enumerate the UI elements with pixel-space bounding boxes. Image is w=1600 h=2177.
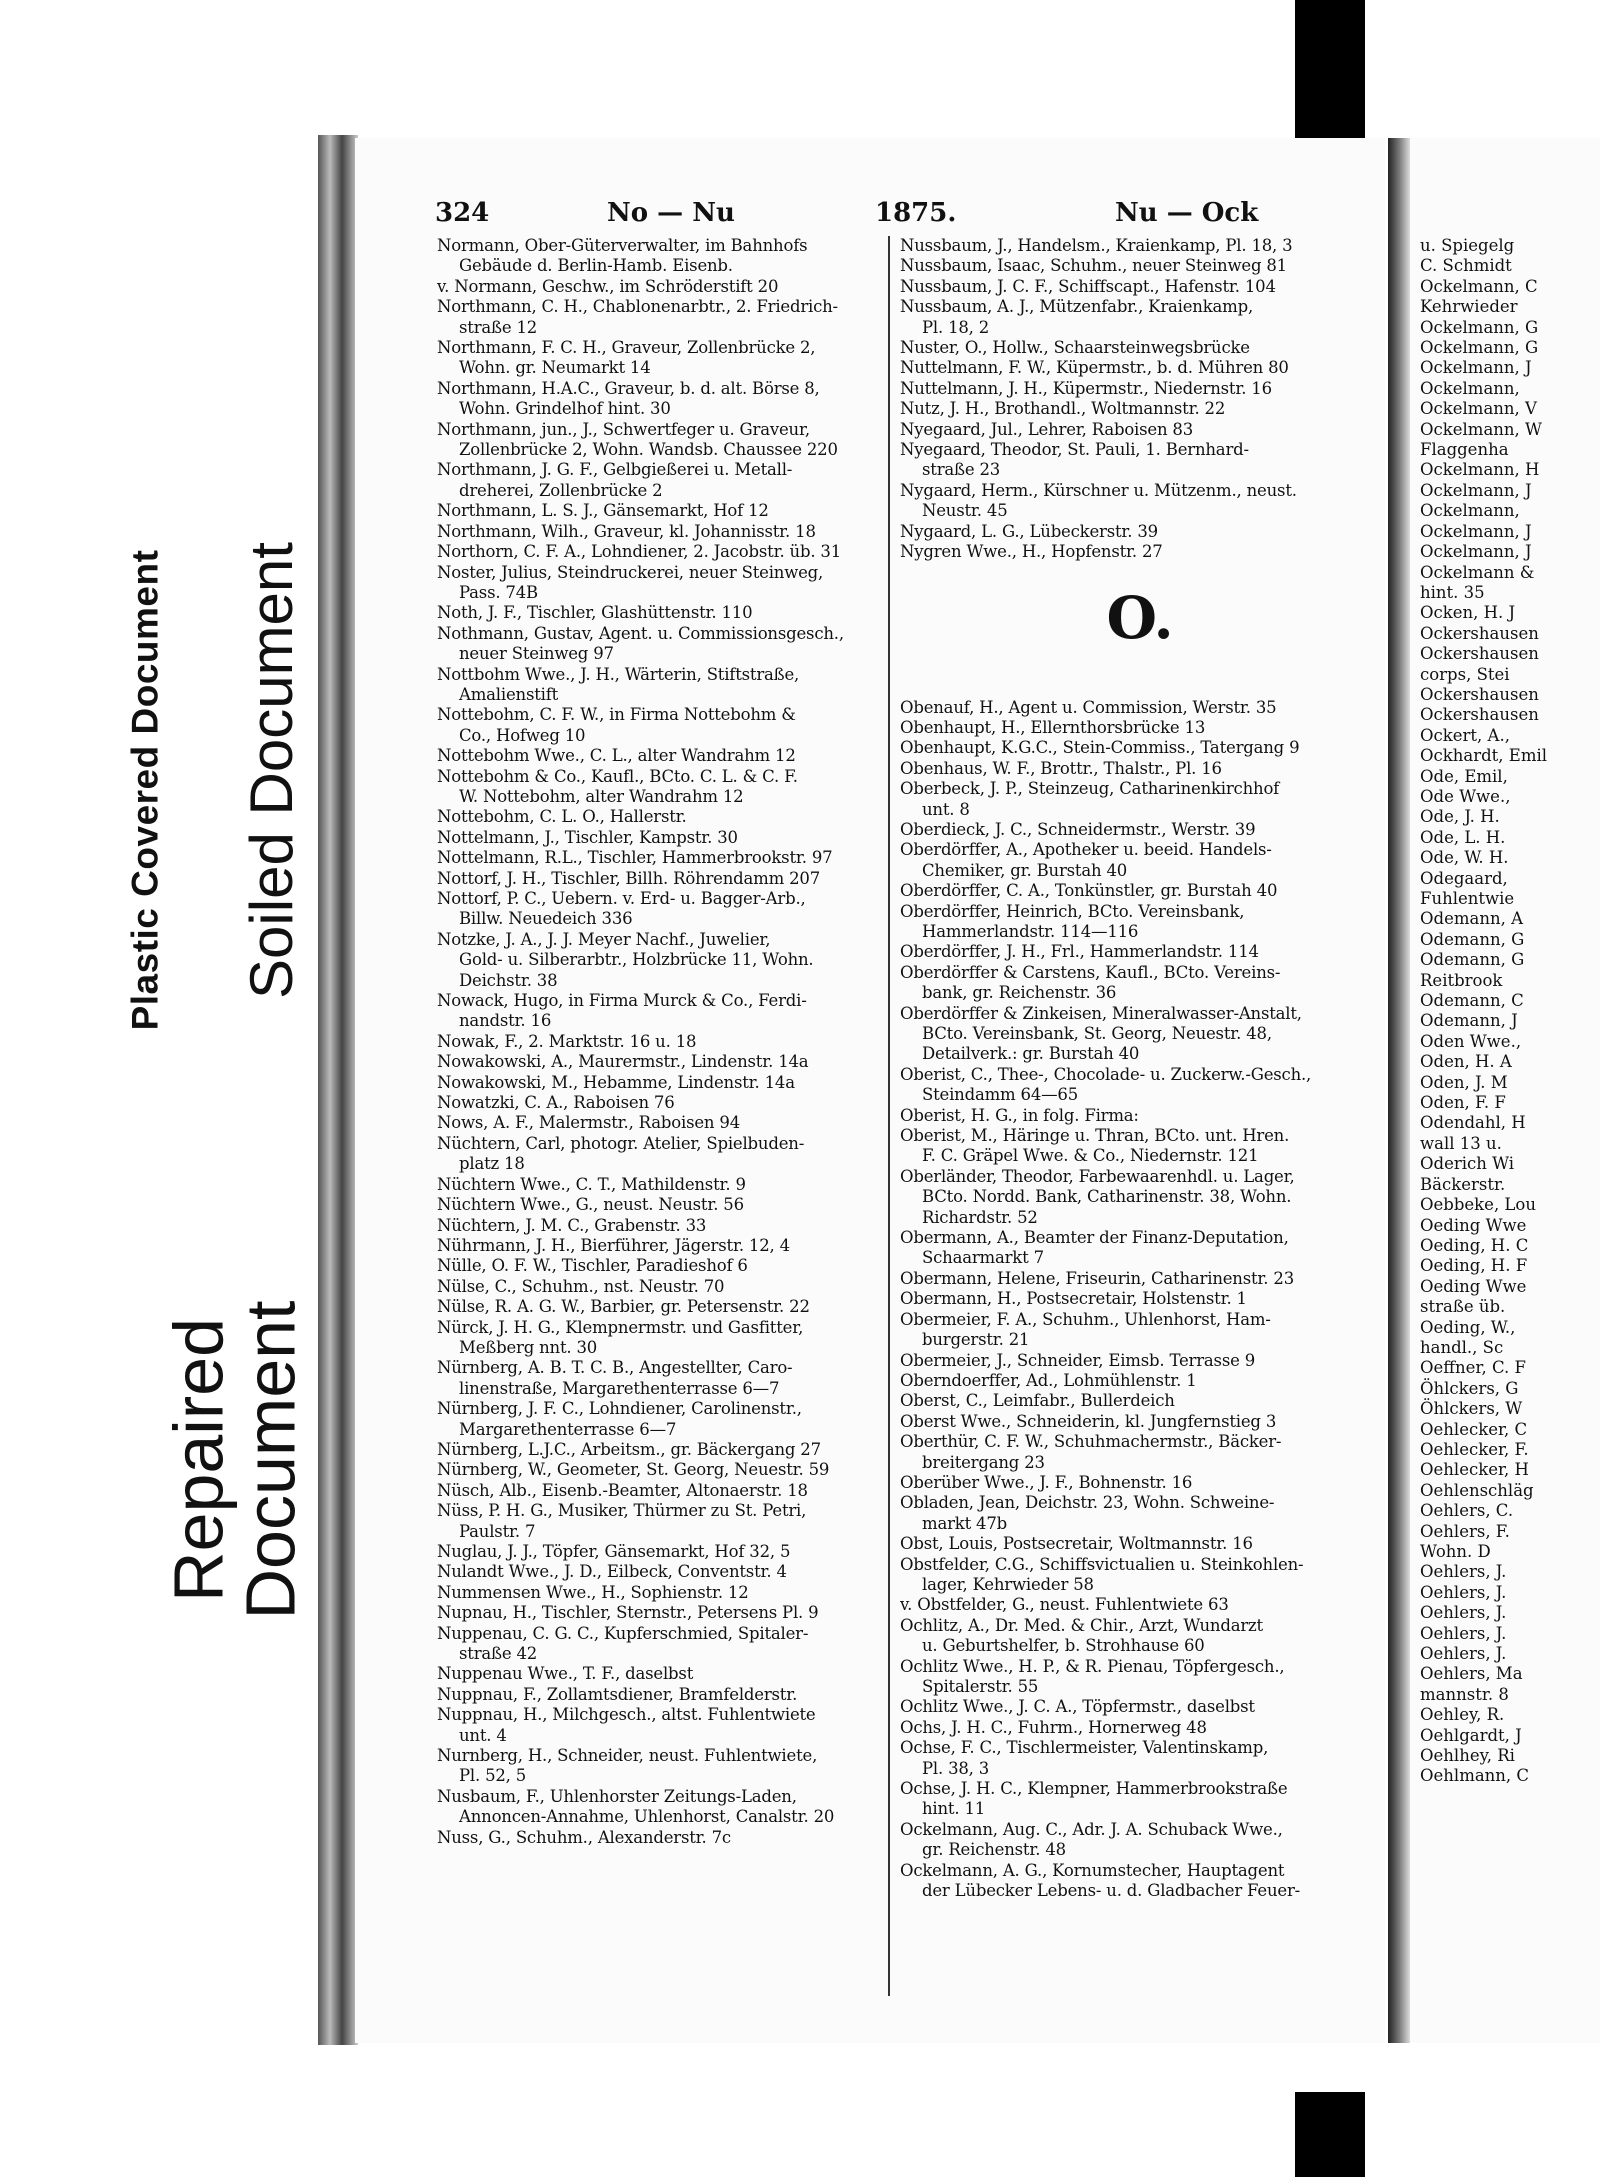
directory-entry: Öhlckers, G <box>1420 1378 1519 1398</box>
directory-entry: Oebbeke, Lou <box>1420 1195 1536 1215</box>
directory-entry: Ockelmann, A. G., Kornumstecher, Hauptagent <box>900 1860 1285 1880</box>
directory-entry: Ockershausen <box>1420 623 1539 643</box>
directory-entry: Nutz, J. H., Brothandl., Woltmannstr. 22 <box>900 399 1226 419</box>
directory-entry: Oehlecker, F. <box>1420 1439 1529 1459</box>
directory-entry: Oden, F. F <box>1420 1093 1506 1113</box>
directory-entry: Ochse, F. C., Tischlermeister, Valentinskamp, <box>900 1738 1269 1758</box>
directory-entry: Ochse, J. H. C., Klempner, Hammerbrookstraße <box>900 1779 1288 1799</box>
directory-entry: gr. Reichenstr. 48 <box>922 1840 1066 1860</box>
directory-entry: Oberndoerffer, Ad., Lohmühlenstr. 1 <box>900 1370 1197 1390</box>
plastic-covered-text: Plastic Covered Document <box>124 549 165 1031</box>
directory-entry: Normann, Ober-Güterverwalter, im Bahnhofs <box>437 236 808 255</box>
directory-entry: Nows, A. F., Malermstr., Raboisen 94 <box>437 1113 740 1133</box>
directory-entry: Oberist, C., Thee-, Chocolade- u. Zuckerw.-Gesch., <box>900 1064 1312 1084</box>
directory-entry: Nuster, O., Hollw., Schaarsteinwegsbrücke <box>900 338 1250 358</box>
directory-entry: Ockelmann, Aug. C., Adr. J. A. Schuback Wwe., <box>900 1819 1283 1839</box>
directory-entry: Nothmann, Gustav, Agent. u. Commissionsgesch., <box>437 623 844 643</box>
directory-entry: Nüchtern, J. M. C., Grabenstr. 33 <box>437 1215 707 1235</box>
directory-entry: Noth, J. F., Tischler, Glashüttenstr. 110 <box>437 603 753 623</box>
directory-entry: Ockelmann, <box>1420 378 1520 398</box>
directory-entry: Nührmann, J. H., Bierführer, Jägerstr. 12, 4 <box>437 1235 790 1255</box>
directory-entry: Nottbohm Wwe., J. H., Wärterin, Stiftstraße, <box>437 664 800 684</box>
directory-entry: Ockhardt, Emil <box>1420 746 1548 766</box>
directory-entry: Nowakowski, M., Hebamme, Lindenstr. 14a <box>437 1072 795 1092</box>
directory-entry: Nottorf, J. H., Tischler, Billh. Röhrendamm 207 <box>437 868 820 888</box>
directory-entry: Oberbeck, J. P., Steinzeug, Catharinenkirchhof <box>900 779 1280 799</box>
directory-entry: Nyegaard, Jul., Lehrer, Raboisen 83 <box>900 419 1194 439</box>
directory-entry: Ode, Emil, <box>1420 766 1508 786</box>
directory-entry: Flaggenha <box>1420 440 1509 460</box>
directory-entry: Oehlhey, Ri <box>1420 1746 1515 1766</box>
directory-entry: Wohn. D <box>1420 1542 1491 1561</box>
left-column <box>437 236 877 1848</box>
directory-entry: Oberst, C., Leimfabr., Bullerdeich <box>900 1391 1175 1411</box>
directory-entry: Pl. 38, 3 <box>922 1758 990 1778</box>
directory-entry: Ode, J. H. <box>1420 807 1500 827</box>
directory-entry: Nüchtern Wwe., C. T., Mathildenstr. 9 <box>437 1174 746 1194</box>
directory-entry: Ockershausen <box>1420 644 1539 664</box>
directory-entry: Obstfelder, C.G., Schiffsvictualien u. Steinkohlen- <box>900 1554 1304 1574</box>
repaired-line-1: Repaired <box>160 1317 239 1603</box>
directory-entry: hint. 35 <box>1420 582 1485 602</box>
directory-entry: Ockelmann, <box>1420 501 1520 521</box>
directory-entry: Nülse, C., Schuhm., nst. Neustr. 70 <box>437 1276 725 1296</box>
directory-entry: v. Obstfelder, G., neust. Fuhlentwiete 63 <box>900 1595 1229 1615</box>
directory-entry: Nottelmann, R.L., Tischler, Hammerbrookstr. 97 <box>437 848 833 868</box>
facing-page <box>1410 138 1600 2043</box>
directory-entry: Oberdörffer, A., Apotheker u. beeid. Handels- <box>900 840 1272 860</box>
directory-entry: Nürnberg, W., Geometer, St. Georg, Neuestr. 59 <box>437 1460 830 1480</box>
directory-entry: Nürnberg, J. F. C., Lohndiener, Carolinenstr., <box>437 1399 802 1419</box>
directory-entry: Oehlers, Ma <box>1420 1664 1523 1684</box>
directory-entry: Northorn, C. F. A., Lohndiener, 2. Jacobstr. üb. 31 <box>437 542 842 562</box>
directory-entry: Nussbaum, Isaac, Schuhm., neuer Steinweg 81 <box>900 256 1287 276</box>
directory-entry: Ockershausen <box>1420 705 1539 725</box>
directory-entry: Oehlers, J. <box>1420 1562 1507 1582</box>
right-column <box>900 236 1380 1901</box>
directory-entry: Detailverk.: gr. Burstah 40 <box>922 1044 1140 1064</box>
directory-entry: Nowakowski, A., Maurermstr., Lindenstr. 14a <box>437 1052 809 1072</box>
directory-entry: Ockelmann, G <box>1420 317 1539 337</box>
directory-entry: Nüchtern Wwe., G., neust. Neustr. 56 <box>437 1195 744 1215</box>
directory-entry: Nottebohm, C. L. O., Hallerstr. <box>437 807 687 827</box>
directory-entry: mannstr. 8 <box>1420 1684 1509 1704</box>
directory-entry: burgerstr. 21 <box>922 1330 1030 1350</box>
directory-entry: Nuglau, J. J., Töpfer, Gänsemarkt, Hof 32, 5 <box>437 1542 791 1561</box>
directory-entry: Ockelmann, J <box>1420 521 1532 541</box>
running-head <box>435 198 1365 234</box>
directory-entry: Nüchtern, Carl, photogr. Atelier, Spielbuden- <box>437 1133 805 1153</box>
directory-entry: straße 23 <box>922 460 1001 480</box>
directory-entry: lager, Kehrwieder 58 <box>922 1574 1094 1594</box>
directory-entry: Ockelmann, J <box>1420 542 1532 562</box>
directory-entry: Annoncen-Annahme, Uhlenhorst, Canalstr. 20 <box>459 1807 835 1827</box>
directory-entry: Fuhlentwie <box>1420 889 1515 908</box>
directory-entry: Neustr. 45 <box>922 501 1008 521</box>
directory-entry: Spitalerstr. 55 <box>922 1677 1039 1696</box>
page-stack-edge <box>318 135 358 2045</box>
year-heading: 1875. <box>875 198 957 228</box>
directory-entry: Nürnberg, L.J.C., Arbeitsm., gr. Bäckergang 27 <box>437 1439 821 1459</box>
directory-entry: Oehlers, J. <box>1420 1623 1507 1643</box>
directory-entry: unt. 4 <box>459 1725 507 1745</box>
directory-entry: BCto. Vereinsbank, St. Georg, Neuestr. 48, <box>922 1024 1272 1043</box>
directory-entry: W. Nottebohm, alter Wandrahm 12 <box>459 786 744 806</box>
directory-entry: Nyegaard, Theodor, St. Pauli, 1. Bernhard- <box>900 440 1249 460</box>
directory-entry: Northmann, jun., J., Schwertfeger u. Graveur, <box>437 419 810 439</box>
directory-entry: Oeding, W., <box>1420 1317 1516 1337</box>
directory-entry: Nuppenau, C. G. C., Kupferschmied, Spitaler- <box>437 1623 809 1643</box>
directory-entry: platz 18 <box>459 1154 525 1174</box>
directory-entry: hint. 11 <box>922 1799 986 1819</box>
directory-entry: Wohn. Grindelhof hint. 30 <box>459 399 671 419</box>
directory-entry: dreherei, Zollenbrücke 2 <box>459 480 663 500</box>
directory-entry: Nowak, F., 2. Marktstr. 16 u. 18 <box>437 1031 697 1051</box>
directory-entry: Nuss, G., Schuhm., Alexanderstr. 7c <box>437 1827 731 1847</box>
directory-entry: straße 42 <box>459 1644 538 1664</box>
right-column-top <box>900 236 1380 563</box>
directory-entry: Ockelmann & <box>1420 562 1535 582</box>
right-column-bottom <box>900 698 1380 1902</box>
directory-entry: Paulstr. 7 <box>459 1521 536 1541</box>
directory-entry: Oden Wwe., <box>1420 1031 1522 1051</box>
directory-entry: nandstr. 16 <box>459 1011 552 1031</box>
directory-entry: straße üb. <box>1420 1297 1506 1317</box>
directory-entry: Ockelmann, W <box>1420 419 1542 439</box>
directory-entry: Oberdörffer, C. A., Tonkünstler, gr. Burstah 40 <box>900 881 1278 901</box>
directory-entry: Nuppnau, F., Zollamtsdiener, Bramfelderstr. <box>437 1684 798 1704</box>
repaired-text <box>160 1300 311 1620</box>
column-rule <box>888 236 890 1996</box>
directory-entry: Wohn. gr. Neumarkt 14 <box>459 358 651 378</box>
directory-entry: Schaarmarkt 7 <box>922 1248 1044 1268</box>
directory-entry: Oden, J. M <box>1420 1072 1508 1092</box>
directory-entry: Margarethenterrasse 6—7 <box>459 1419 677 1439</box>
directory-entry: Nuppnau, H., Milchgesch., altst. Fuhlentwiete <box>437 1705 816 1725</box>
directory-entry: Northmann, C. H., Chablonenarbtr., 2. Friedrich- <box>437 297 838 317</box>
directory-entry: Oberüber Wwe., J. F., Bohnenstr. 16 <box>900 1472 1193 1492</box>
directory-entry: Oehlecker, H <box>1420 1460 1529 1480</box>
directory-entry: Co., Hofweg 10 <box>459 725 586 745</box>
directory-entry: corps, Stei <box>1420 664 1510 684</box>
directory-entry: Oberthür, C. F. W., Schuhmachermstr., Bäcker- <box>900 1432 1282 1452</box>
directory-entry: Oehlenschläg <box>1420 1480 1534 1500</box>
directory-entry: Oehlers, F. <box>1420 1521 1510 1541</box>
directory-entry: Hammerlandstr. 114—116 <box>922 921 1139 941</box>
directory-entry: Ochlitz, A., Dr. Med. & Chir., Arzt, Wundarzt <box>900 1615 1263 1635</box>
directory-entry: Ode, L. H. <box>1420 827 1506 847</box>
directory-entry: Nussbaum, J., Handelsm., Kraienkamp, Pl. 18, 3 <box>900 236 1293 255</box>
directory-entry: Oehlers, J. <box>1420 1582 1507 1602</box>
directory-entry: Oehlgardt, J <box>1420 1725 1522 1745</box>
directory-entry: Ockelmann, H <box>1420 460 1540 480</box>
soiled-text: Soiled Document <box>237 541 305 999</box>
directory-entry: Obenauf, H., Agent u. Commission, Werstr. 35 <box>900 697 1277 717</box>
directory-entry: Deichstr. 38 <box>459 970 558 990</box>
directory-entry: Ockelmann, G <box>1420 338 1539 358</box>
directory-entry: C. Schmidt <box>1420 256 1512 276</box>
directory-entry: Oderich Wi <box>1420 1154 1515 1174</box>
directory-entry: Oehlers, C. <box>1420 1501 1514 1521</box>
directory-entry: Oehlmann, C <box>1420 1766 1530 1786</box>
directory-entry: Billw. Neuedeich 336 <box>459 909 633 929</box>
directory-entry: Nürck, J. H. G., Klempnermstr. und Gasfitter, <box>437 1317 804 1337</box>
right-range-heading: Nu — Ock <box>1115 198 1259 228</box>
directory-entry: Northmann, H.A.C., Graveur, b. d. alt. Börse 8, <box>437 378 820 398</box>
directory-entry: Ode Wwe., <box>1420 786 1511 806</box>
directory-entry: Oberdörffer, J. H., Frl., Hammerlandstr. 114 <box>900 942 1259 962</box>
directory-entry: unt. 8 <box>922 799 970 819</box>
repaired-line-2: Document <box>232 1300 311 1620</box>
soiled-label <box>222 470 320 1070</box>
directory-entry: Zollenbrücke 2, Wohn. Wandsb. Chaussee 220 <box>459 440 838 460</box>
directory-entry: Odendahl, H <box>1420 1113 1526 1133</box>
directory-entry: Oberst Wwe., Schneiderin, kl. Jungfernstieg 3 <box>900 1411 1277 1431</box>
plastic-covered-label <box>122 490 168 1090</box>
directory-entry: Nürnberg, A. B. T. C. B., Angestellter, Caro- <box>437 1358 793 1378</box>
directory-entry: Nuttelmann, F. W., Küpermstr., b. d. Mühren 80 <box>900 358 1289 378</box>
directory-entry: Nottebohm & Co., Kaufl., BCto. C. L. & C. F. <box>437 766 798 786</box>
directory-entry: Oberdieck, J. C., Schneidermstr., Werstr. 39 <box>900 819 1256 839</box>
directory-entry: Obenhaupt, H., Ellernthorsbrücke 13 <box>900 717 1206 737</box>
directory-entry: Obermeier, F. A., Schuhm., Uhlenhorst, Ham- <box>900 1309 1271 1329</box>
directory-entry: Odegaard, <box>1420 868 1508 888</box>
directory-entry: Chemiker, gr. Burstah 40 <box>922 860 1128 880</box>
directory-entry: Odemann, A <box>1420 909 1523 929</box>
directory-entry: Noster, Julius, Steindruckerei, neuer Steinweg, <box>437 562 824 582</box>
directory-entry: Oehlecker, C <box>1420 1419 1528 1439</box>
directory-entry: Odemann, C <box>1420 991 1524 1011</box>
directory-entry: Obermann, A., Beamter der Finanz-Deputation, <box>900 1228 1289 1248</box>
directory-entry: Nussbaum, A. J., Mützenfabr., Kraienkamp, <box>900 297 1253 317</box>
directory-entry: Oeding Wwe <box>1420 1276 1527 1296</box>
directory-entry: Pl. 18, 2 <box>922 317 990 337</box>
directory-entry: linenstraße, Margarethenterrasse 6—7 <box>459 1378 780 1398</box>
directory-entry: Pass. 74B <box>459 582 538 602</box>
directory-entry: Gold- u. Silberarbtr., Holzbrücke 11, Wohn. <box>459 950 814 970</box>
section-letter: O. <box>1106 583 1174 652</box>
left-range-heading: No — Nu <box>607 198 735 228</box>
directory-entry: Pl. 52, 5 <box>459 1766 527 1786</box>
page-number: 324 <box>435 198 490 228</box>
directory-entry: Oberist, H. G., in folg. Firma: <box>900 1105 1139 1125</box>
directory-entry: markt 47b <box>922 1513 1008 1533</box>
directory-entry: Northmann, F. C. H., Graveur, Zollenbrücke 2, <box>437 338 816 358</box>
directory-entry: Oberist, M., Häringe u. Thran, BCto. unt. Hren. <box>900 1126 1290 1146</box>
directory-entry: Ockert, A., <box>1420 725 1510 745</box>
directory-entry: Oehley, R. <box>1420 1705 1505 1725</box>
directory-entry: Obermann, H., Postsecretair, Holstenstr. 1 <box>900 1289 1247 1309</box>
directory-entry: Oeffner, C. F <box>1420 1358 1526 1378</box>
directory-entry: Nupnau, H., Tischler, Sternstr., Petersens Pl. 9 <box>437 1603 819 1623</box>
directory-entry: breitergang 23 <box>922 1452 1045 1472</box>
directory-entry: Nuppenau Wwe., T. F., daselbst <box>437 1664 694 1684</box>
directory-entry: Ocken, H. J <box>1420 603 1516 623</box>
directory-entry: Notzke, J. A., J. J. Meyer Nachf., Juwelier, <box>437 929 771 949</box>
directory-entry: Ockelmann, V <box>1420 399 1537 419</box>
directory-entry: Oeding, H. C <box>1420 1235 1529 1255</box>
directory-entry: Ochlitz Wwe., H. P., & R. Pienau, Töpfergesch., <box>900 1656 1285 1676</box>
directory-entry: Oehlers, J. <box>1420 1603 1507 1623</box>
directory-entry: Odemann, G <box>1420 929 1525 949</box>
directory-entry: Ockershausen <box>1420 684 1539 704</box>
directory-entry: Amalienstift <box>459 684 559 704</box>
directory-entry: Ochs, J. H. C., Fuhrm., Hornerweg 48 <box>900 1717 1207 1737</box>
directory-entry: der Lübecker Lebens- u. d. Gladbacher Feuer- <box>922 1881 1301 1901</box>
directory-entry: Nowatzki, C. A., Raboisen 76 <box>437 1093 675 1113</box>
directory-entry: Nüss, P. H. G., Musiker, Thürmer zu St. Petri, <box>437 1501 807 1521</box>
facing-column <box>1420 236 1547 1787</box>
directory-entry: Meßberg nnt. 30 <box>459 1337 598 1357</box>
directory-entry: Ode, W. H. <box>1420 848 1509 868</box>
directory-entry: Nusbaum, F., Uhlenhorster Zeitungs-Laden, <box>437 1786 797 1806</box>
directory-entry: Northmann, L. S. J., Gänsemarkt, Hof 12 <box>437 501 769 521</box>
directory-entry: Obermann, Helene, Friseurin, Catharinenstr. 23 <box>900 1268 1294 1288</box>
top-black-bar <box>1295 0 1365 155</box>
directory-entry: Ockelmann, J <box>1420 358 1532 378</box>
directory-entry: Northmann, J. G. F., Gelbgießerei u. Metall- <box>437 460 793 480</box>
directory-entry: Oberländer, Theodor, Farbewaarenhdl. u. Lager, <box>900 1166 1295 1186</box>
directory-entry: Nygren Wwe., H., Hopfenstr. 27 <box>900 542 1163 562</box>
directory-entry: u. Geburtshelfer, b. Strohhause 60 <box>922 1636 1205 1656</box>
bottom-black-bar <box>1295 2092 1365 2177</box>
directory-entry: Nottebohm Wwe., C. L., alter Wandrahm 12 <box>437 746 796 766</box>
directory-entry: v. Normann, Geschw., im Schröderstift 20 <box>437 276 779 296</box>
directory-entry: Steindamm 64—65 <box>922 1085 1079 1105</box>
directory-entry: Nuttelmann, J. H., Küpermstr., Niedernstr. 16 <box>900 378 1272 398</box>
book-gutter <box>1388 138 1410 2043</box>
directory-entry: Ochlitz Wwe., J. C. A., Töpfermstr., daselbst <box>900 1697 1255 1717</box>
directory-entry: Oden, H. A <box>1420 1052 1512 1072</box>
directory-entry: straße 12 <box>459 317 538 337</box>
directory-entry: Bäckerstr. <box>1420 1174 1506 1194</box>
directory-entry: Nygaard, L. G., Lübeckerstr. 39 <box>900 521 1158 541</box>
directory-entry: Obermeier, J., Schneider, Eimsb. Terrasse 9 <box>900 1350 1255 1370</box>
repaired-label <box>150 1230 320 1690</box>
directory-entry: Nottebohm, C. F. W., in Firma Nottebohm & <box>437 705 796 725</box>
directory-page <box>355 138 1385 2043</box>
directory-entry: Ockelmann, J <box>1420 480 1532 500</box>
directory-entry: Ockelmann, C <box>1420 276 1538 296</box>
directory-entry: Odemann, J <box>1420 1011 1518 1031</box>
directory-entry: Nülle, O. F. W., Tischler, Paradieshof 6 <box>437 1256 748 1276</box>
directory-entry: neuer Steinweg 97 <box>459 644 614 664</box>
directory-entry: Oberdörffer & Carstens, Kaufl., BCto. Vereins- <box>900 962 1281 982</box>
directory-entry: Gebäude d. Berlin-Hamb. Eisenb. <box>459 256 733 276</box>
directory-entry: Odemann, G <box>1420 950 1525 970</box>
directory-entry: Nummensen Wwe., H., Sophienstr. 12 <box>437 1582 749 1602</box>
directory-entry: u. Spiegelg <box>1420 236 1515 255</box>
directory-entry: Nüsch, Alb., Eisenb.-Beamter, Altonaerstr. 18 <box>437 1480 808 1500</box>
directory-entry: Nurnberg, H., Schneider, neust. Fuhlentwiete, <box>437 1746 818 1766</box>
directory-entry: Oeding Wwe <box>1420 1215 1527 1235</box>
directory-entry: Nussbaum, J. C. F., Schiffscapt., Hafenstr. 104 <box>900 276 1276 296</box>
directory-entry: F. C. Gräpel Wwe. & Co., Niedernstr. 121 <box>922 1146 1259 1166</box>
directory-entry: Reitbrook <box>1420 970 1503 990</box>
directory-entry: Nülse, R. A. G. W., Barbier, gr. Petersenstr. 22 <box>437 1297 810 1317</box>
directory-entry: bank, gr. Reichenstr. 36 <box>922 983 1117 1003</box>
directory-entry: Öhlckers, W <box>1420 1399 1523 1419</box>
directory-entry: Nottorf, P. C., Uebern. v. Erd- u. Bagger-Arb., <box>437 889 806 908</box>
directory-entry: wall 13 u. <box>1420 1133 1502 1153</box>
directory-entry: Nottelmann, J., Tischler, Kampstr. 30 <box>437 827 738 847</box>
directory-entry: Obladen, Jean, Deichstr. 23, Wohn. Schweine- <box>900 1493 1275 1513</box>
directory-entry: Oeding, H. F <box>1420 1256 1528 1276</box>
directory-entry: Obenhaupt, K.G.C., Stein-Commiss., Tatergang 9 <box>900 738 1300 758</box>
directory-entry: Obst, Louis, Postsecretair, Woltmannstr. 16 <box>900 1534 1253 1554</box>
directory-entry: Oberdörffer, Heinrich, BCto. Vereinsbank, <box>900 901 1245 921</box>
directory-entry: handl., Sc <box>1420 1337 1504 1357</box>
directory-entry: Kehrwieder <box>1420 297 1518 317</box>
directory-entry: Obenhaus, W. F., Brottr., Thalstr., Pl. 16 <box>900 758 1222 778</box>
directory-entry: Nowack, Hugo, in Firma Murck & Co., Ferdi- <box>437 991 807 1011</box>
directory-entry: Oberdörffer & Zinkeisen, Mineralwasser-Anstalt, <box>900 1003 1302 1023</box>
directory-entry: Northmann, Wilh., Graveur, kl. Johannisstr. 18 <box>437 521 816 541</box>
directory-entry: Nygaard, Herm., Kürschner u. Mützenm., neust. <box>900 480 1297 500</box>
directory-entry: Richardstr. 52 <box>922 1207 1038 1227</box>
directory-entry: Oehlers, J. <box>1420 1644 1507 1664</box>
directory-entry: Nulandt Wwe., J. D., Eilbeck, Conventstr. 4 <box>437 1562 787 1582</box>
directory-entry: BCto. Nordd. Bank, Catharinenstr. 38, Wohn. <box>922 1187 1292 1207</box>
